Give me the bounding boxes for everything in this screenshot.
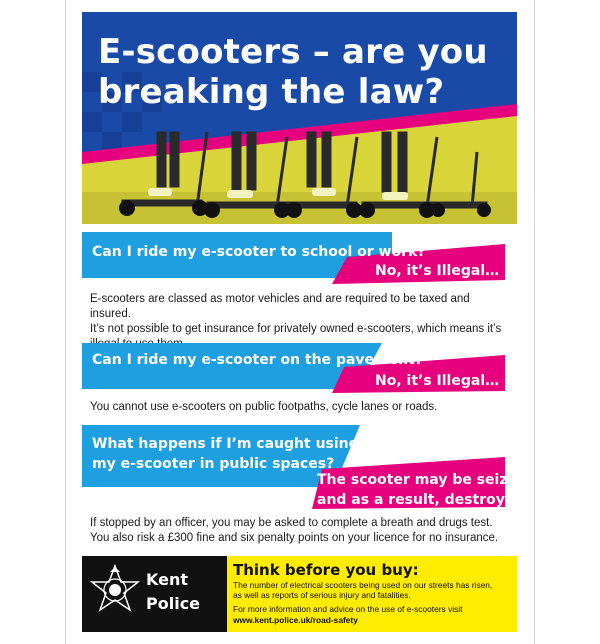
logo-kent: Kent xyxy=(146,570,189,589)
body-text-2 xyxy=(90,400,510,415)
body-text-3 xyxy=(90,516,510,546)
hero-title-line1: E-scooters – are you xyxy=(98,32,488,72)
footer-line2: as well as reports of serious injury and fatalities. xyxy=(233,590,411,600)
answer-3 xyxy=(317,470,530,510)
question-1: Can I ride my e-scooter to school or work? xyxy=(92,244,426,260)
footer xyxy=(82,556,517,632)
question-3 xyxy=(92,434,359,474)
question-2: Can I ride my e-scooter on the pavement? xyxy=(92,352,423,368)
footer-line3: For more information and advice on the use of e-scooters visit xyxy=(233,604,463,614)
footer-url-link[interactable]: www.kent.police.uk/road-safety xyxy=(233,615,358,625)
footer-line1: The number of electrical scooters being used on our streets has risen, xyxy=(233,580,493,590)
answer-3-line2: and as a result, destroyed. xyxy=(317,492,530,508)
hero-title xyxy=(98,32,508,112)
police-star-badge-icon xyxy=(90,564,140,624)
logo-police: Police xyxy=(146,594,201,613)
kent-police-logo-block xyxy=(82,556,227,632)
footer-heading: Think before you buy: xyxy=(233,561,419,579)
body-3-line2: You also risk a £300 fine and six penalty points on your licence for no insurance. xyxy=(90,532,499,544)
question-3-line2: my e-scooter in public spaces? xyxy=(92,456,335,472)
body-2-line1: You cannot use e-scooters on public footpaths, cycle lanes or roads. xyxy=(90,401,438,413)
question-3-line1: What happens if I’m caught using xyxy=(92,436,359,452)
answer-3-line1: The scooter may be seized xyxy=(317,472,528,488)
hero-banner xyxy=(82,12,517,224)
hero-title-line2: breaking the law? xyxy=(98,72,445,112)
body-1-line1: E-scooters are classed as motor vehicles and are required to be taxed and insured. xyxy=(90,293,470,320)
body-3-line1: If stopped by an officer, you may be asked to complete a breath and drugs test. xyxy=(90,517,493,529)
answer-1: No, it’s Illegal… xyxy=(375,263,500,279)
answer-2: No, it’s Illegal… xyxy=(375,373,500,389)
think-before-you-buy-block xyxy=(227,556,517,632)
body-1-line2: It’s not possible to get insurance for privately owned e-scooters, which means it’s xyxy=(90,323,502,335)
